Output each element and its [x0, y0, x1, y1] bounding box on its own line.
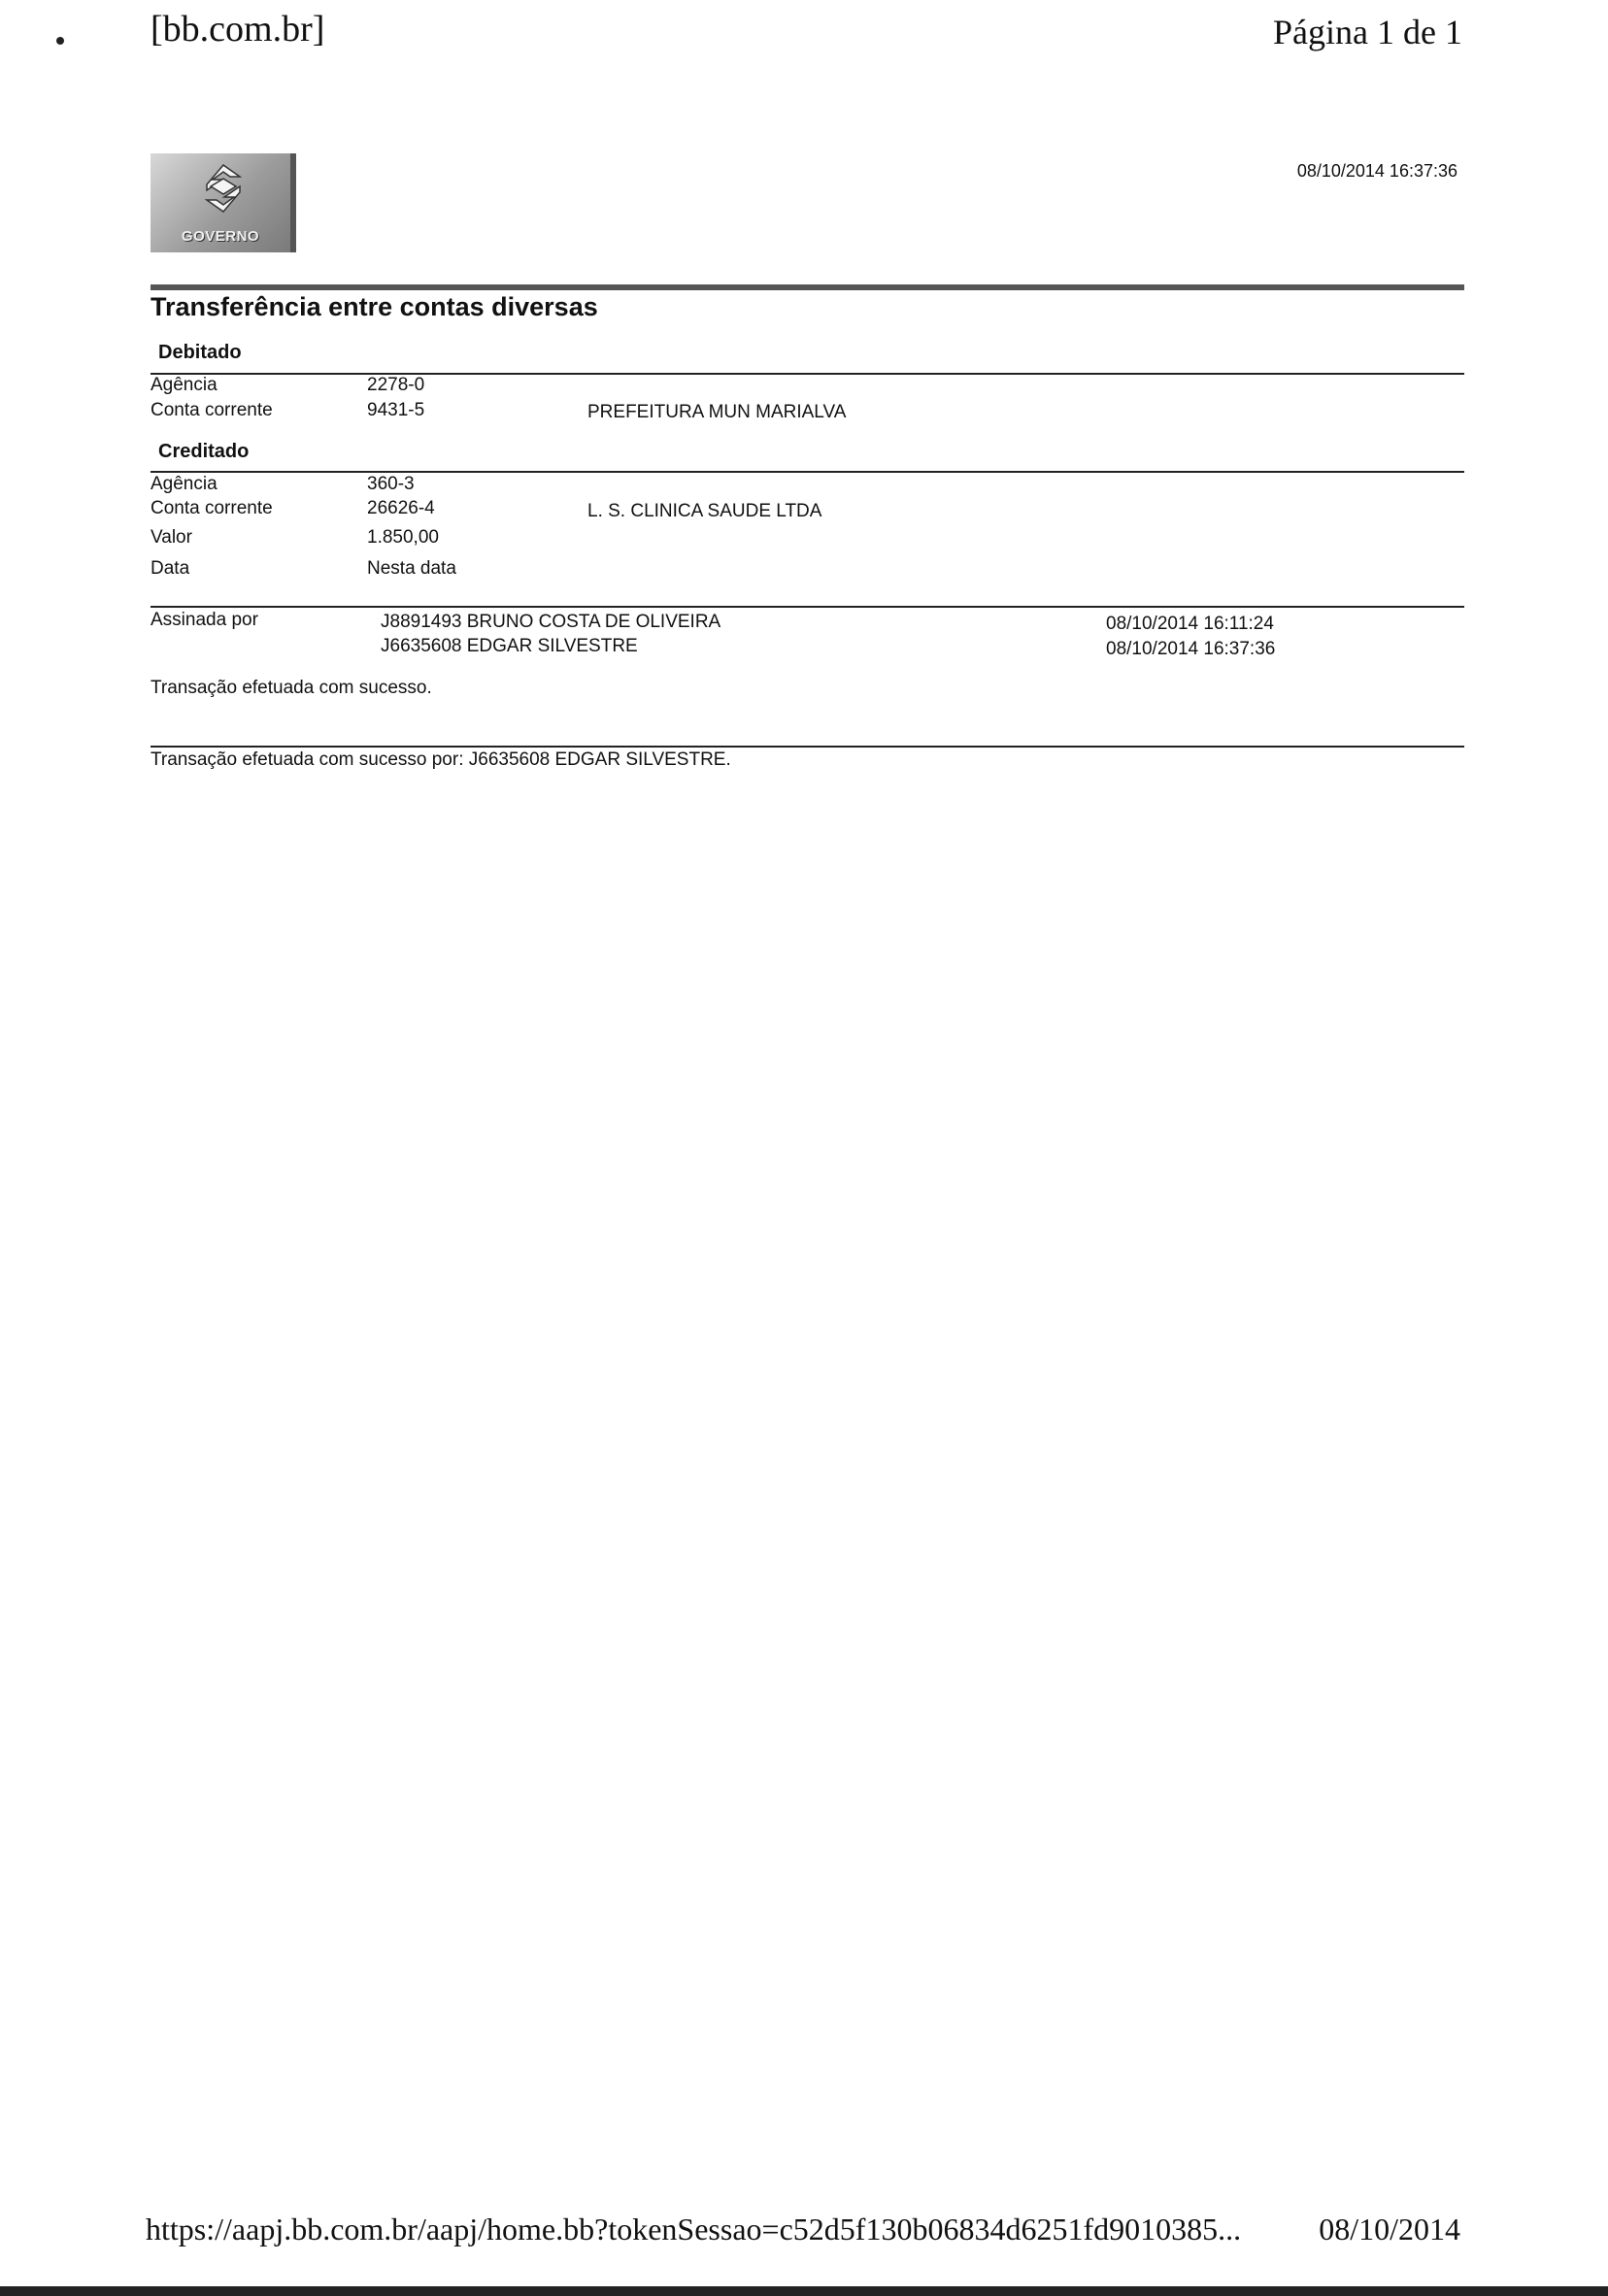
section-creditado-heading: Creditado — [158, 441, 250, 462]
data-label: Data — [151, 558, 190, 579]
creditado-conta-name: L. S. CLINICA SAUDE LTDA — [587, 501, 822, 521]
section-divider — [151, 471, 1464, 473]
final-message: Transação efetuada com sucesso por: J6635608 EDGAR SILVESTRE. — [151, 749, 731, 770]
valor-value: 1.850,00 — [367, 527, 439, 548]
data-value: Nesta data — [367, 558, 456, 579]
footer-url: https://aapj.bb.com.br/aapj/home.bb?tokenSessao=c52d5f130b06834d6251fd9010385... — [146, 2212, 1242, 2246]
header-divider — [151, 284, 1464, 290]
section-divider — [151, 373, 1464, 375]
print-timestamp: 08/10/2014 16:37:36 — [1296, 161, 1457, 181]
assinada-por-label: Assinada por — [151, 610, 258, 630]
debitado-conta-label: Conta corrente — [151, 400, 273, 420]
creditado-conta-value: 26626-4 — [367, 498, 435, 518]
signer-time: 08/10/2014 16:37:36 — [1106, 639, 1276, 659]
header-site: [bb.com.br] — [151, 9, 325, 50]
footer-date: 08/10/2014 — [1319, 2212, 1460, 2246]
signer-name: J8891493 BRUNO COSTA DE OLIVEIRA — [381, 612, 721, 632]
page-title: Transferência entre contas diversas — [151, 292, 598, 321]
section-divider — [151, 606, 1464, 608]
creditado-agencia-value: 360-3 — [367, 474, 415, 494]
status-message: Transação efetuada com sucesso. — [151, 678, 432, 698]
section-divider — [151, 746, 1464, 748]
creditado-agencia-label: Agência — [151, 474, 218, 494]
debitado-agencia-value: 2278-0 — [367, 375, 425, 395]
signer-name: J6635608 EDGAR SILVESTRE — [381, 636, 638, 656]
debitado-conta-value: 9431-5 — [367, 400, 425, 420]
header-page-number: Página 1 de 1 — [1273, 13, 1462, 51]
valor-label: Valor — [151, 527, 192, 548]
debitado-agencia-label: Agência — [151, 375, 218, 395]
signer-time: 08/10/2014 16:11:24 — [1106, 614, 1274, 634]
bank-logo-icon — [201, 163, 246, 214]
logo-label: GOVERNO — [181, 228, 260, 245]
scan-edge — [0, 2286, 1608, 2296]
bank-logo — [151, 153, 296, 252]
scan-mark — [56, 37, 64, 45]
creditado-conta-label: Conta corrente — [151, 498, 273, 518]
section-debitado-heading: Debitado — [158, 342, 242, 363]
debitado-conta-name: PREFEITURA MUN MARIALVA — [587, 402, 847, 422]
